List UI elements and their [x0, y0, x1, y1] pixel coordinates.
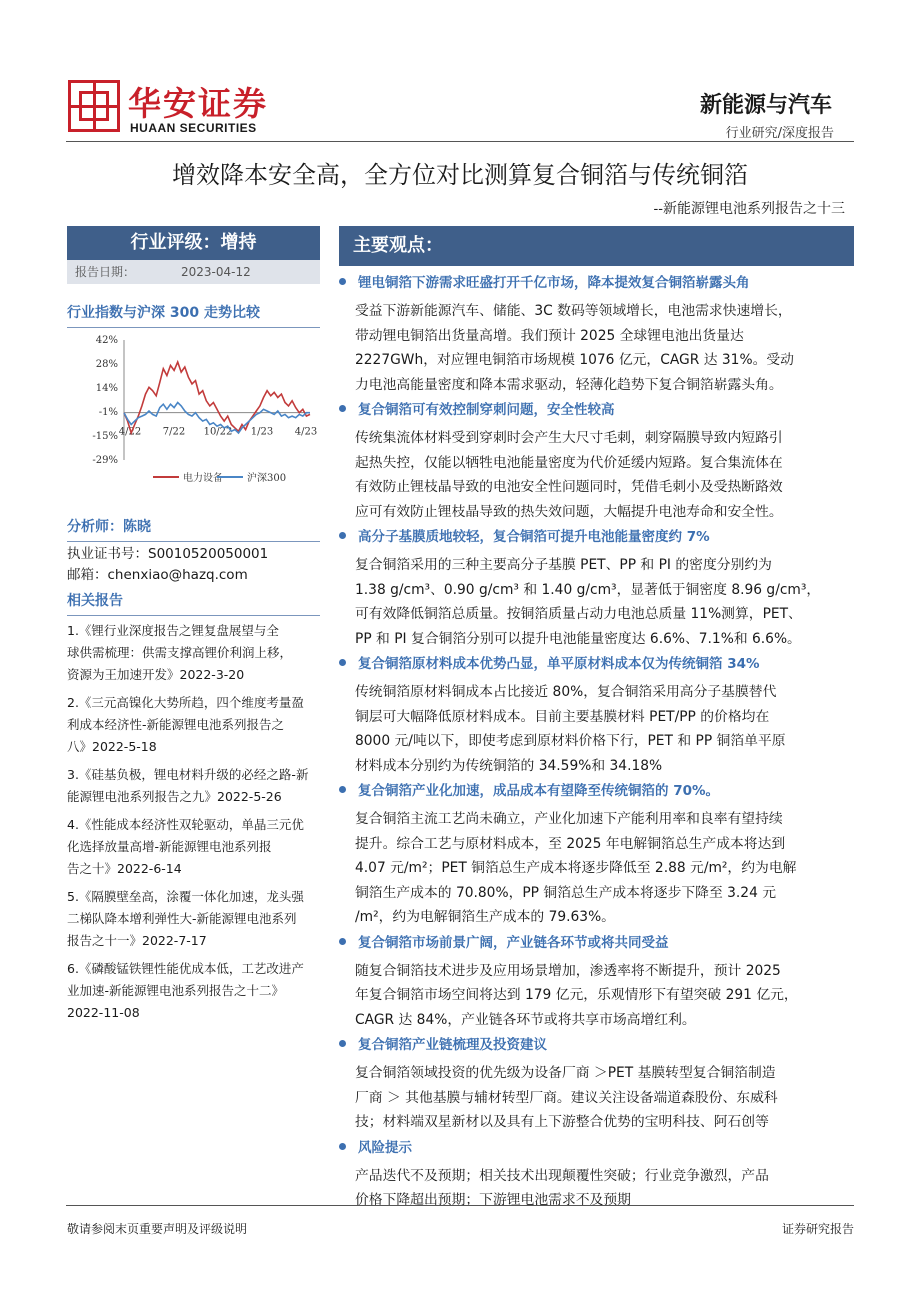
series-line-power-equipment: [124, 362, 310, 433]
brand-name-cn: 华安证券: [128, 84, 268, 123]
related-report-line: 化选择放量高增-新能源锂电池系列报: [67, 839, 272, 854]
key-point: [339, 782, 854, 930]
key-point-line: 随复合铜箔技术进步及应用场景增加，渗透率将不断提升，预计 2025: [355, 962, 781, 979]
footer-disclaimer: 敬请参阅末页重要声明及评级说明: [67, 1222, 248, 1236]
report-type: 行业研究/深度报告: [725, 126, 834, 141]
y-tick-label: -29%: [92, 455, 118, 466]
bullet-icon: [339, 278, 346, 285]
related-report-line: 6.《磷酸锰铁锂性能优成本低，工艺改进产: [67, 961, 304, 976]
y-tick-label: -15%: [92, 431, 118, 442]
footer-divider: [66, 1205, 854, 1206]
key-point-line: 价格下降超出预期；下游锂电池需求不及预期: [355, 1192, 631, 1208]
key-point-body: [339, 1061, 854, 1135]
x-tick-label: 4/23: [294, 426, 318, 438]
report-date-value: 2023-04-12: [181, 265, 251, 279]
key-point-line: CAGR 达 84%，产业链各环节或将共享市场高增红利。: [355, 1011, 696, 1028]
related-report-line: 3.《硅基负极，锂电材料升级的必经之路-新: [67, 767, 309, 782]
email-address[interactable]: chenxiao@hazq.com: [107, 567, 248, 583]
related-report-item[interactable]: [67, 886, 320, 952]
industry-rating: 行业评级：增持: [67, 226, 320, 260]
key-point-body: [339, 959, 854, 1033]
key-point-title: [339, 528, 854, 547]
report-date-row: [67, 260, 320, 284]
legend-label: 沪深300: [247, 473, 287, 484]
cert-label: 执业证书号：: [67, 546, 148, 562]
key-point-line: 应可有效防止锂枝晶导致的热失效问题，大幅提升电池寿命和安全性。: [355, 503, 783, 520]
key-point-line: 材料成本分别约为传统铜箔的 34.59%和 34.18%: [355, 757, 663, 774]
y-tick-label: -1%: [98, 407, 118, 418]
key-point-title: [339, 934, 854, 953]
key-point-body: [339, 426, 854, 524]
key-point-line: 受益下游新能源汽车、储能、3C 数码等领域增长，电池需求快速增长，: [355, 303, 792, 319]
key-point-title: [339, 274, 854, 293]
related-report-item[interactable]: [67, 620, 320, 686]
key-point-title-text: 复合铜箔原材料成本优势凸显，单平原材料成本仅为传统铜箔 34%: [358, 656, 760, 672]
key-point-body: [339, 553, 854, 651]
bullet-icon: [339, 938, 346, 945]
report-title: 增效降本安全高，全方位对比测算复合铜箔与传统铜箔: [172, 161, 748, 189]
y-tick-label: 42%: [95, 335, 118, 346]
index-trend-chart: [67, 328, 320, 488]
related-report-line: 球供需梳理：供需支撑高锂价利润上移，: [67, 645, 293, 660]
key-point: [339, 1139, 854, 1213]
report-subtitle: --新能源锂电池系列报告之十三: [653, 201, 845, 217]
related-report-line: 2022-11-08: [67, 1005, 140, 1020]
key-point-line: 复合铜箔领域投资的优先级为设备厂商 ＞PET 基膜转型复合铜箔制造: [355, 1065, 776, 1081]
key-point-line: 起热失控，仅能以牺牲电池能量密度为代价延缓内短路。复合集流体在: [355, 454, 783, 471]
legend-label: 电力设备: [183, 473, 223, 484]
analyst-name: 分析师：陈晓: [67, 519, 151, 535]
key-point-body: [339, 807, 854, 930]
key-point-title-text: 复合铜箔可有效控制穿刺问题，安全性较高: [358, 402, 615, 418]
sector-label: 新能源与汽车: [699, 93, 832, 118]
key-point-title: [339, 1036, 854, 1055]
related-report-item[interactable]: [67, 692, 320, 758]
related-reports-title: 相关报告: [67, 593, 123, 609]
key-point-line: 产品迭代不及预期；相关技术出现颠覆性突破；行业竞争激烈，产品: [355, 1167, 769, 1184]
key-point-title-text: 复合铜箔市场前景广阔，产业链各环节或将共同受益: [358, 934, 669, 951]
key-point-line: 铜层可大幅降低原材料成本。目前主要基膜材料 PET/PP 的价格均在: [355, 708, 770, 725]
header-divider: [66, 141, 854, 142]
key-point: [339, 934, 854, 1033]
y-tick-label: 28%: [95, 359, 118, 370]
chart-title: 行业指数与沪深 300 走势比较: [67, 305, 260, 321]
x-tick-label: 1/23: [250, 426, 274, 438]
brand-name-en: HUAAN SECURITIES: [130, 121, 257, 135]
related-report-line: 八》2022-5-18: [67, 739, 157, 754]
related-report-line: 资源为王加速开发》2022-3-20: [67, 667, 245, 682]
key-point-line: 有效防止锂枝晶导致的电池安全性问题同时，凭借毛刺小及受热断路效: [355, 479, 783, 495]
key-point-line: 可有效降低铜箔总质量。按铜箔质量占动力电池总质量 11%测算，PET、: [355, 606, 802, 622]
key-point-title: [339, 655, 854, 674]
key-point-line: 技；材料端双星新材以及具有上下游整合优势的宝明科技、阿石创等: [355, 1114, 769, 1130]
key-point-line: 力电池高能量密度和降本需求驱动，轻薄化趋势下复合铜箔崭露头角。: [355, 376, 783, 393]
footer-report-label: 证券研究报告: [781, 1222, 854, 1236]
analyst-divider: [67, 541, 320, 542]
bullet-icon: [339, 786, 346, 793]
related-report-line: 5.《隔膜壁垒高，涂覆一体化加速，龙头强: [67, 889, 304, 904]
related-report-line: 二梯队降本增利弹性大-新能源锂电池系列: [67, 911, 297, 926]
key-point-body: [339, 680, 854, 778]
related-report-line: 报告之十一》2022-7-17: [67, 933, 207, 948]
key-point-title-text: 风险提示: [358, 1139, 412, 1156]
key-point-line: 铜箔生产成本的 70.80%，PP 铜箔总生产成本将逐步下降至 3.24 元: [355, 884, 777, 901]
x-tick-label: 7/22: [162, 426, 186, 438]
key-point-line: 1.38 g/cm³、0.90 g/cm³ 和 1.40 g/cm³，显著低于铜密度 8.96 g/cm³，: [355, 581, 821, 598]
email-label: 邮箱：: [67, 567, 108, 583]
key-point-title-text: 复合铜箔产业化加速，成品成本有望降至传统铜箔的 70%。: [358, 783, 720, 799]
key-point-line: 厂商 ＞ 其他基膜与辅材转型厂商。建议关注设备端道森股份、东威科: [355, 1089, 778, 1106]
key-point-line: 8000 元/吨以下，即使考虑到原材料价格下行，PET 和 PP 铜箔单平原: [355, 733, 786, 749]
key-point-line: 带动锂电铜箔出货量高增。我们预计 2025 全球锂电池出货量达: [355, 327, 744, 344]
key-point-line: 复合铜箔主流工艺尚未确立，产业化加速下产能利用率和良率有望持续: [355, 811, 783, 827]
bullet-icon: [339, 405, 346, 412]
company-logo: [68, 80, 120, 132]
bullet-icon: [339, 532, 346, 539]
related-report-line: 利成本经济性-新能源锂电池系列报告之: [67, 717, 285, 732]
key-point-line: 提升。综合工艺与原材料成本，至 2025 年电解铜箔总生产成本将达到: [355, 835, 786, 852]
bullet-icon: [339, 1143, 346, 1150]
related-report-item[interactable]: [67, 764, 320, 808]
bullet-icon: [339, 659, 346, 666]
cert-number: S0010520050001: [148, 546, 269, 562]
related-report-line: 2.《三元高镍化大势所趋，四个维度考量盈: [67, 695, 304, 710]
related-report-line: 4.《性能成本经济性双轮驱动，单晶三元优: [67, 817, 304, 832]
key-point-line: 传统铜箔原材料铜成本占比接近 80%，复合铜箔采用高分子基膜替代: [355, 684, 777, 700]
key-point-title-text: 高分子基膜质地较轻，复合铜箔可提升电池能量密度约 7%: [358, 529, 710, 545]
key-point: [339, 655, 854, 778]
key-point-line: /m²，约为电解铜箔生产成本的 79.63%。: [355, 909, 615, 925]
key-point-line: 2227GWh，对应锂电铜箔市场规模 1076 亿元，CAGR 达 31%。受动: [355, 352, 794, 368]
key-point-line: 4.07 元/m²；PET 铜箔总生产成本将逐步降低至 2.88 元/m²，约为电解: [355, 860, 797, 876]
key-point-line: PP 和 PI 复合铜箔分别可以提升电池能量密度达 6.6%、7.1%和 6.6%。: [355, 630, 801, 647]
main-content: [339, 226, 854, 1217]
key-point-line: 年复合铜箔市场空间将达到 179 亿元，乐观情形下有望突破 291 亿元，: [355, 987, 798, 1003]
key-point-title: [339, 401, 854, 420]
x-tick-label: 4/22: [118, 426, 142, 438]
key-point-title: [339, 782, 854, 801]
related-report-item[interactable]: [67, 814, 320, 880]
key-point-line: 传统集流体材料受到穿刺时会产生大尺寸毛刺，刺穿隔膜导致内短路引: [355, 430, 783, 446]
related-report-line: 告之十》2022-6-14: [67, 861, 182, 876]
key-point: [339, 401, 854, 524]
related-report-line: 1.《锂行业深度报告之锂复盘展望与全: [67, 623, 279, 638]
related-reports-list: [67, 620, 320, 1024]
report-date-label: 报告日期：: [75, 265, 136, 279]
y-tick-label: 14%: [95, 383, 118, 394]
related-divider: [67, 615, 320, 616]
key-points-list: [339, 274, 854, 1213]
key-point-title: [339, 1139, 854, 1158]
key-point-line: 复合铜箔采用的三种主要高分子基膜 PET、PP 和 PI 的密度分别约为: [355, 557, 772, 573]
sidebar: [67, 226, 320, 1030]
key-point: [339, 274, 854, 397]
bullet-icon: [339, 1040, 346, 1047]
key-point-title-text: 锂电铜箔下游需求旺盛打开千亿市场，降本提效复合铜箔崭露头角: [358, 275, 750, 291]
key-point-body: [339, 299, 854, 397]
related-report-line: 能源锂电池系列报告之九》2022-5-26: [67, 789, 282, 804]
key-point: [339, 1036, 854, 1135]
related-report-line: 业加速-新能源锂电池系列报告之十二》: [67, 983, 285, 998]
related-report-item[interactable]: [67, 958, 320, 1024]
analyst-info: [67, 544, 320, 586]
key-point-title-text: 复合铜箔产业链梳理及投资建议: [358, 1037, 547, 1053]
key-points-heading: 主要观点：: [339, 226, 854, 266]
x-tick-label: 10/22: [203, 426, 233, 438]
key-point: [339, 528, 854, 651]
